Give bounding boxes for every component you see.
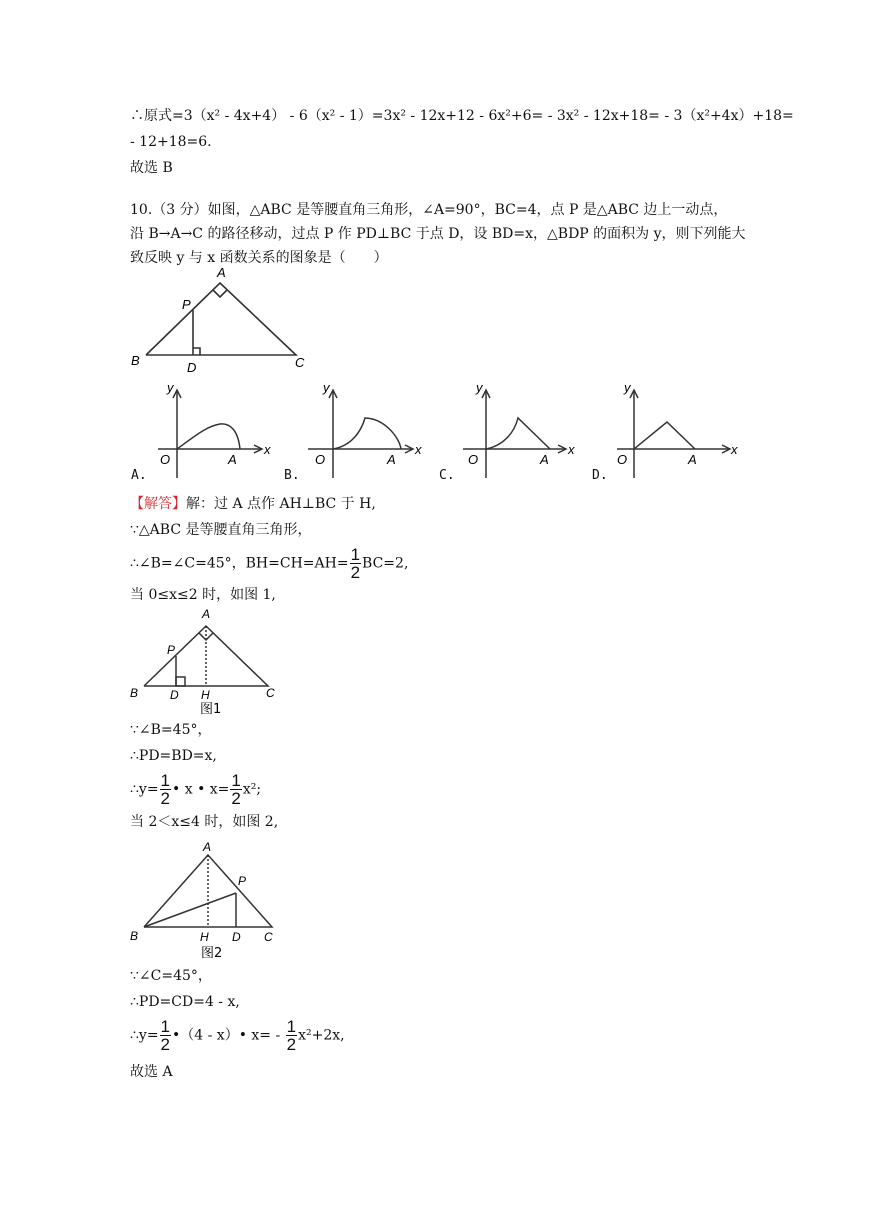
prev-answer: 故选 B [130, 160, 173, 176]
svg-text:O: O [315, 452, 326, 467]
solution-line1: ∵△ABC 是等腰直角三角形， [130, 522, 312, 538]
prev-solution-line2: - 12+18=6. [130, 134, 212, 150]
figure-1-caption: 图1 [200, 702, 222, 717]
svg-text:A: A [202, 607, 211, 621]
case1-step1: ∵∠B=45°， [130, 722, 212, 738]
svg-text:D: D [170, 688, 179, 702]
svg-text:B: B [130, 929, 139, 943]
svg-text:y: y [167, 380, 174, 395]
svg-text:y: y [624, 380, 631, 395]
svg-text:H: H [200, 930, 209, 944]
svg-text:x: x [415, 442, 422, 457]
option-b-label: B. [284, 468, 300, 483]
case1-step2: ∴PD=BD=x, [130, 748, 217, 764]
svg-text:O: O [160, 452, 171, 467]
case1-step3: ∴y= $\frac{1}{2}$ • x • x= $\frac{1}{2}$ x²; [130, 771, 262, 808]
svg-text:P: P [238, 874, 247, 888]
prev-solution-line1: ∴原式=3（x² - 4x+4） - 6（x² - 1）=3x² - 12x+12 - 6x²+6= - 3x² - 12x+18= - 3（x²+4x）+18= [130, 108, 794, 124]
svg-text:A: A [387, 452, 396, 467]
svg-text:P: P [167, 643, 176, 657]
figure-2-caption: 图2 [201, 946, 223, 961]
solution-tag: 【解答】 [130, 496, 186, 512]
svg-text:O: O [468, 452, 479, 467]
svg-text:y: y [323, 380, 330, 395]
option-a-label: A. [131, 468, 147, 483]
label-D: D [187, 360, 197, 375]
option-d-label: D. [592, 468, 608, 483]
svg-text:C: C [266, 686, 275, 700]
label-C: C [295, 355, 305, 370]
svg-text:A: A [228, 452, 237, 467]
label-B: B [131, 353, 140, 368]
option-graph-c [458, 378, 578, 483]
svg-text:D: D [232, 930, 241, 944]
svg-text:x: x [731, 442, 738, 457]
svg-text:O: O [617, 452, 628, 467]
case1-line: 当 0≤x≤2 时，如图 1, [130, 587, 276, 603]
label-P: P [182, 297, 191, 312]
svg-text:A: A [540, 452, 549, 467]
figure-1 [128, 606, 288, 718]
triangle-figure [125, 265, 325, 375]
question-line1: 10.（3 分）如图，△ABC 是等腰直角三角形，∠A=90°，BC=4，点 P 是△ABC 边上一动点， [130, 202, 728, 218]
svg-text:A: A [688, 452, 697, 467]
case2-step3: ∴y= $\frac{1}{2}$ •（4 - x）• x= - $\frac{1}{2}$ x²+2x, [130, 1017, 345, 1054]
label-A: A [217, 265, 226, 280]
option-graph-d [612, 378, 737, 483]
question-line2: 沿 B→A→C 的路径移动，过点 P 作 PD⊥BC 于点 D，设 BD=x，△BDP 的面积为 y，则下列能大 [130, 226, 746, 242]
solution-intro: 【解答】解：过 A 点作 AH⊥BC 于 H, [130, 496, 376, 512]
case2-step2: ∴PD=CD=4 - x, [130, 994, 240, 1010]
option-graph-a [150, 378, 270, 483]
svg-text:H: H [201, 688, 210, 702]
svg-text:x: x [264, 442, 271, 457]
solution-line2: ∴∠B=∠C=45°，BH=CH=AH= $\frac{1}{2}$ BC=2, [130, 545, 409, 582]
question-line3: 致反映 y 与 x 函数关系的图象是（ ） [130, 250, 388, 266]
svg-text:C: C [264, 930, 273, 944]
option-c-label: C. [439, 468, 455, 483]
svg-text:A: A [203, 840, 212, 854]
final-answer: 故选 A [130, 1064, 173, 1080]
figure-2 [128, 835, 288, 963]
case2-line: 当 2＜x≤4 时，如图 2, [130, 814, 279, 830]
svg-text:B: B [130, 686, 139, 700]
case2-step1: ∵∠C=45°， [130, 968, 212, 984]
svg-text:x: x [568, 442, 575, 457]
svg-text:y: y [476, 380, 483, 395]
option-graph-b [303, 378, 423, 483]
fraction-half: $\frac{1}{2}$ [350, 545, 361, 582]
